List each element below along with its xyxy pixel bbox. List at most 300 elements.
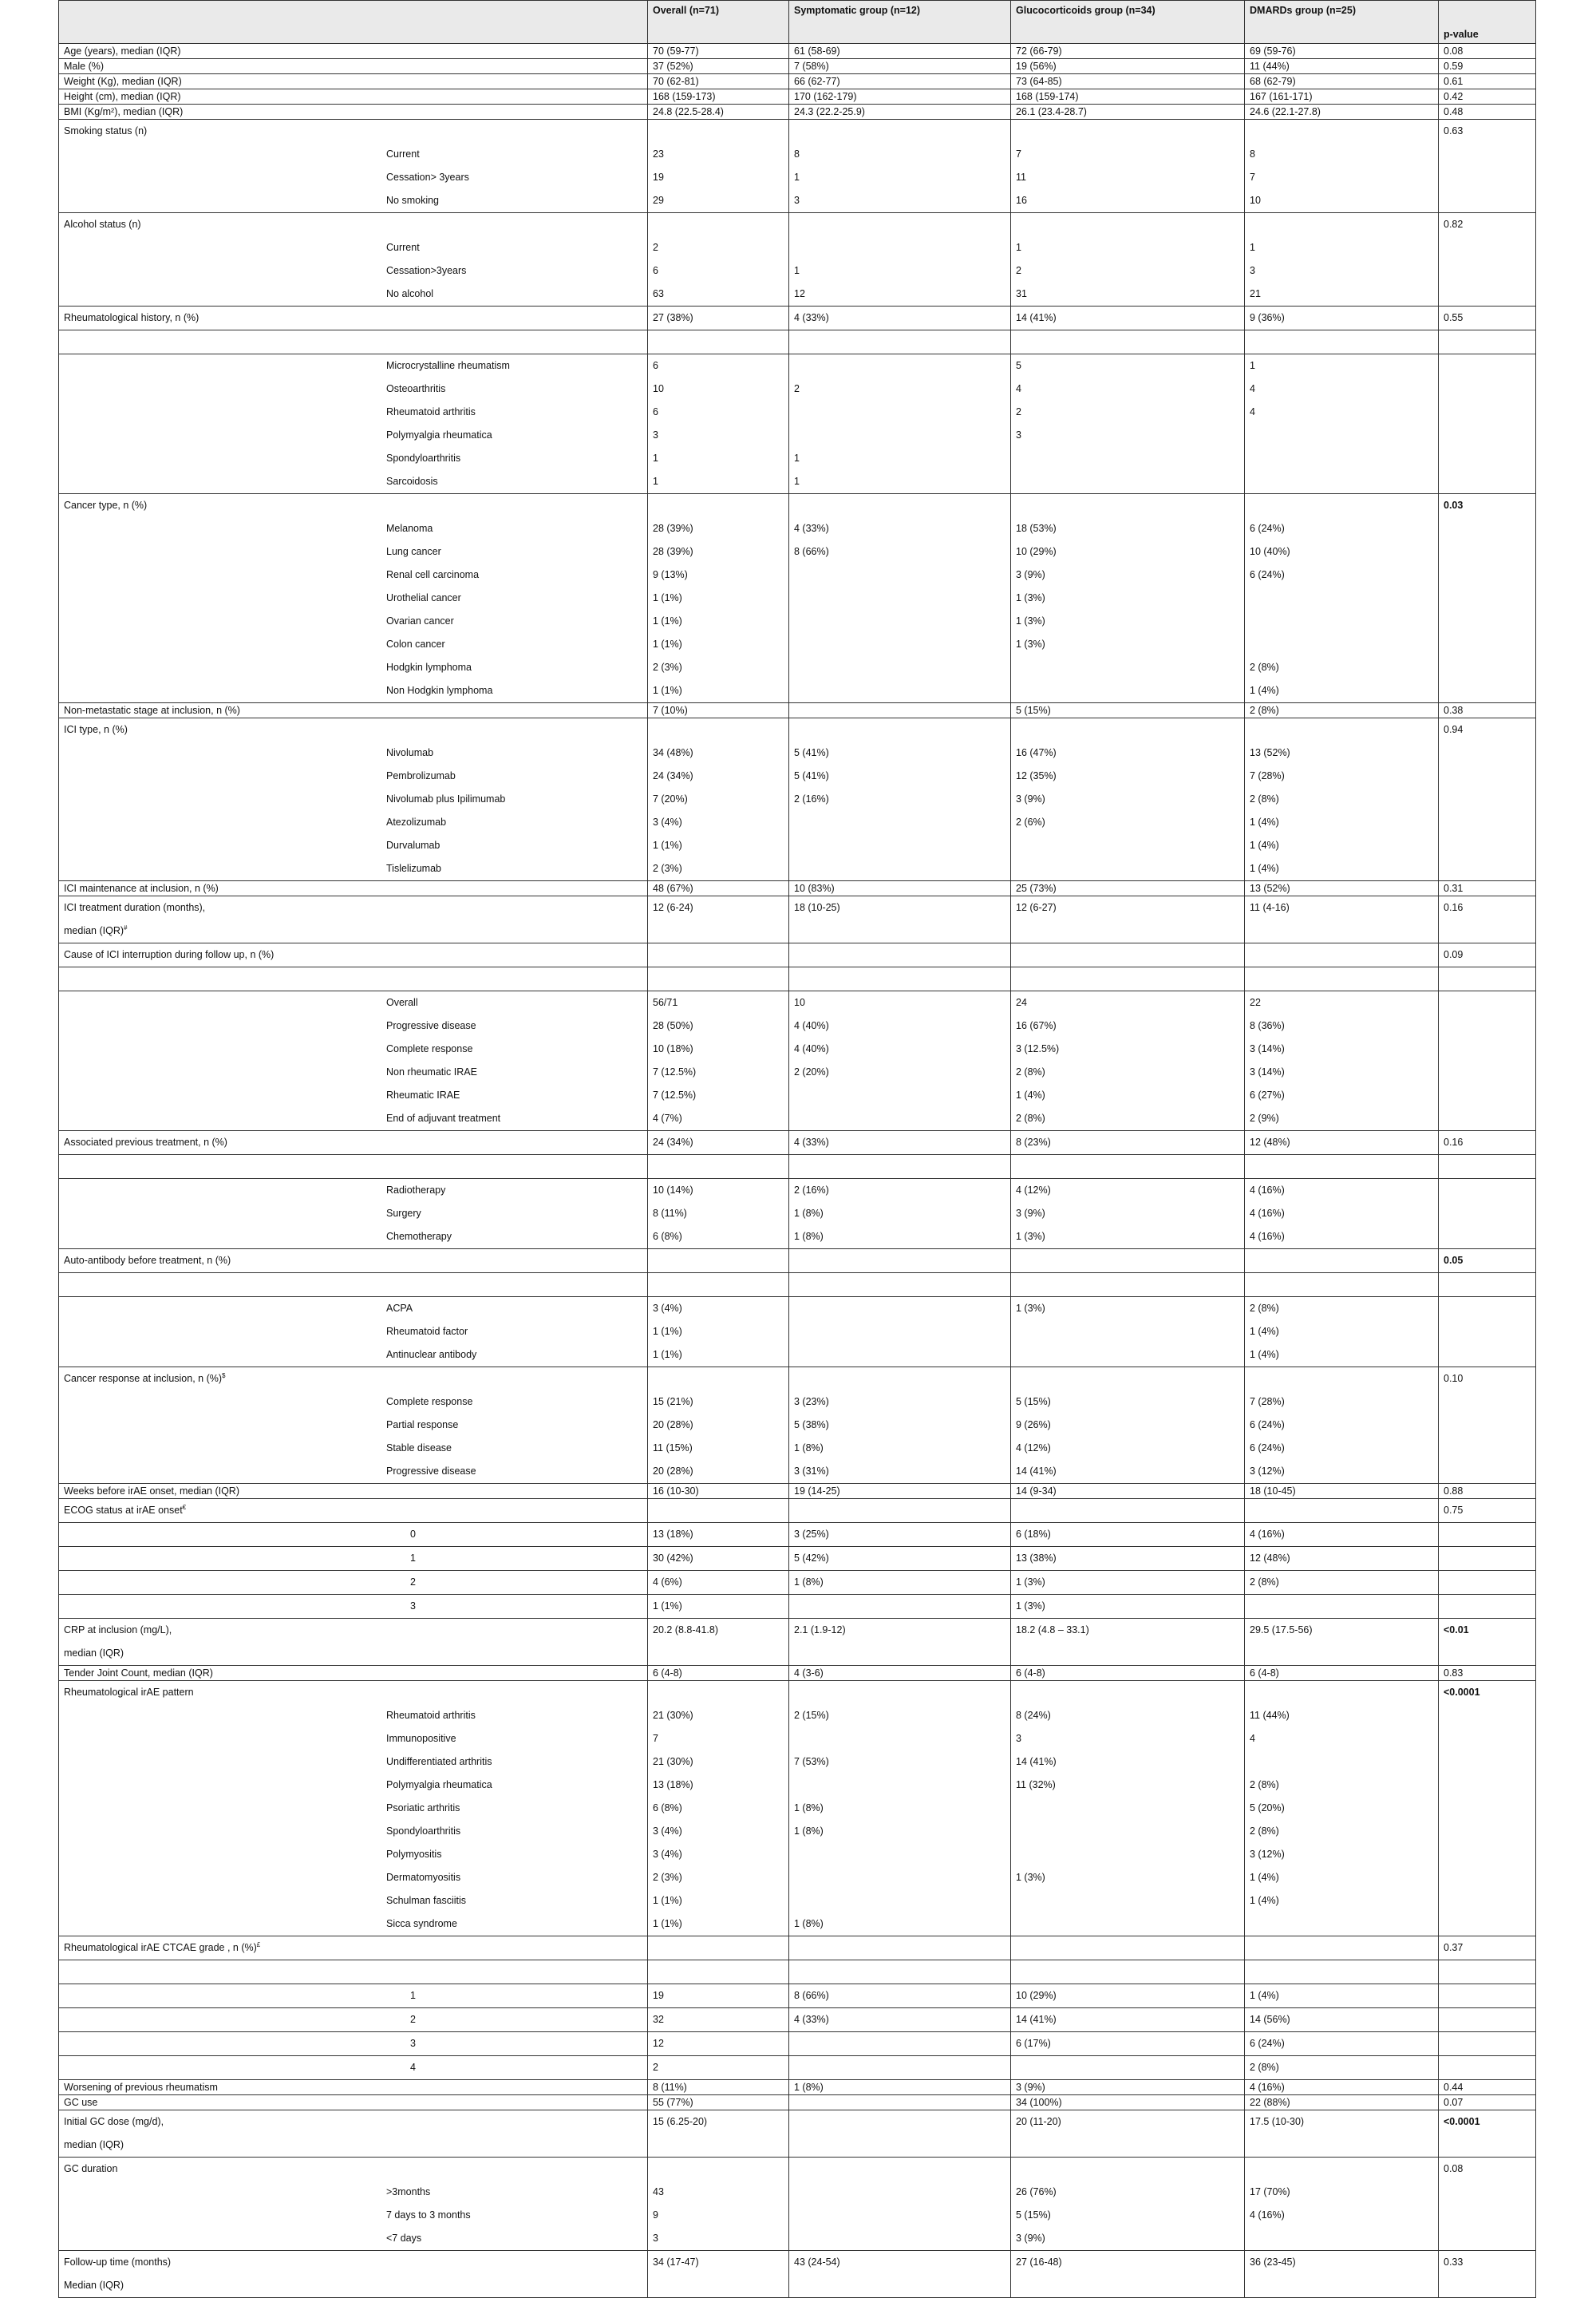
dmards-cell: 8 (36%) xyxy=(1245,1015,1439,1038)
dmards-cell xyxy=(1245,2227,1439,2251)
table-row xyxy=(59,703,1536,718)
pvalue-cell xyxy=(1439,1797,1536,1820)
dmards-cell: 10 xyxy=(1245,189,1439,213)
glucocorticoids-cell: 10 (29%) xyxy=(1011,1984,1245,2008)
overall-cell: 55 (77%) xyxy=(648,2095,789,2110)
row-label xyxy=(59,1155,648,1179)
symptomatic-cell xyxy=(789,967,1011,991)
dmards-cell: 1 (4%) xyxy=(1245,834,1439,857)
symptomatic-cell: 61 (58-69) xyxy=(789,44,1011,59)
pvalue-cell xyxy=(1439,1523,1536,1547)
overall-cell xyxy=(648,1367,789,1391)
glucocorticoids-cell xyxy=(1011,1960,1245,1984)
pvalue-cell xyxy=(1439,564,1536,587)
overall-cell: 63 xyxy=(648,283,789,307)
table-row xyxy=(59,1843,1536,1866)
row-label: Polymyositis xyxy=(59,1843,648,1866)
symptomatic-cell xyxy=(789,213,1011,237)
overall-cell: 28 (39%) xyxy=(648,540,789,564)
dmards-cell: 4 (16%) xyxy=(1245,2080,1439,2095)
overall-cell: 3 xyxy=(648,424,789,447)
dmards-cell: 2 (8%) xyxy=(1245,1820,1439,1843)
pvalue-cell xyxy=(1439,259,1536,283)
table-row xyxy=(59,742,1536,765)
table-row xyxy=(59,143,1536,166)
glucocorticoids-cell xyxy=(1011,857,1245,881)
pvalue-cell xyxy=(1439,2274,1536,2298)
row-label: Rheumatoid arthritis xyxy=(59,1704,648,1727)
row-label: No smoking xyxy=(59,189,648,213)
overall-cell: 28 (39%) xyxy=(648,517,789,540)
glucocorticoids-cell xyxy=(1011,1681,1245,1705)
table-row xyxy=(59,1642,1536,1666)
overall-cell: 1 (1%) xyxy=(648,834,789,857)
glucocorticoids-cell xyxy=(1011,1367,1245,1391)
table-row xyxy=(59,1619,1536,1643)
symptomatic-cell: 3 xyxy=(789,189,1011,213)
table-row xyxy=(59,283,1536,307)
dmards-cell xyxy=(1245,587,1439,610)
dmards-cell xyxy=(1245,1367,1439,1391)
row-label: 2 xyxy=(59,2008,648,2032)
symptomatic-cell xyxy=(789,401,1011,424)
glucocorticoids-cell: 4 (12%) xyxy=(1011,1437,1245,1460)
symptomatic-cell xyxy=(789,943,1011,967)
table-row xyxy=(59,920,1536,943)
glucocorticoids-cell xyxy=(1011,1273,1245,1297)
row-label: Ovarian cancer xyxy=(59,610,648,633)
dmards-cell: 1 (4%) xyxy=(1245,1984,1439,2008)
symptomatic-cell: 1 xyxy=(789,470,1011,494)
row-label: Radiotherapy xyxy=(59,1179,648,1203)
overall-cell: 21 (30%) xyxy=(648,1750,789,1774)
glucocorticoids-cell xyxy=(1011,967,1245,991)
row-label: Follow-up time (months) xyxy=(59,2251,648,2275)
symptomatic-cell xyxy=(789,1155,1011,1179)
glucocorticoids-cell xyxy=(1011,470,1245,494)
table-row xyxy=(59,1179,1536,1203)
table-row xyxy=(59,679,1536,703)
glucocorticoids-cell: 11 xyxy=(1011,166,1245,189)
symptomatic-cell: 4 (40%) xyxy=(789,1015,1011,1038)
overall-cell xyxy=(648,1499,789,1523)
symptomatic-cell: 2 xyxy=(789,378,1011,401)
pvalue-cell xyxy=(1439,2181,1536,2204)
pvalue-cell xyxy=(1439,1061,1536,1084)
pvalue-cell xyxy=(1439,788,1536,811)
dmards-cell: 7 (28%) xyxy=(1245,765,1439,788)
symptomatic-cell: 4 (40%) xyxy=(789,1038,1011,1061)
row-label xyxy=(59,1273,648,1297)
dmards-cell: 3 (14%) xyxy=(1245,1038,1439,1061)
pvalue-cell xyxy=(1439,742,1536,765)
pvalue-cell xyxy=(1439,1038,1536,1061)
pvalue-cell xyxy=(1439,2204,1536,2227)
dmards-cell: 21 xyxy=(1245,283,1439,307)
row-label: Surgery xyxy=(59,1202,648,1225)
dmards-cell: 2 (8%) xyxy=(1245,1297,1439,1321)
overall-cell: 10 xyxy=(648,378,789,401)
pvalue-cell xyxy=(1439,2032,1536,2056)
table-row xyxy=(59,1297,1536,1321)
dmards-cell: 4 xyxy=(1245,1727,1439,1750)
symptomatic-cell xyxy=(789,1343,1011,1367)
overall-cell: 2 xyxy=(648,236,789,259)
glucocorticoids-cell: 1 xyxy=(1011,236,1245,259)
overall-cell xyxy=(648,1960,789,1984)
overall-cell: 2 (3%) xyxy=(648,656,789,679)
dmards-cell: 6 (24%) xyxy=(1245,517,1439,540)
dmards-cell: 11 (4-16) xyxy=(1245,896,1439,920)
dmards-cell: 6 (24%) xyxy=(1245,1437,1439,1460)
glucocorticoids-cell: 5 (15%) xyxy=(1011,1390,1245,1414)
table-row xyxy=(59,166,1536,189)
dmards-cell: 22 (88%) xyxy=(1245,2095,1439,2110)
dmards-cell xyxy=(1245,1273,1439,1297)
row-label: Immunopositive xyxy=(59,1727,648,1750)
row-label: median (IQR)# xyxy=(59,920,648,943)
glucocorticoids-cell: 9 (26%) xyxy=(1011,1414,1245,1437)
symptomatic-cell: 1 xyxy=(789,447,1011,470)
symptomatic-cell: 5 (41%) xyxy=(789,742,1011,765)
row-label: Weight (Kg), median (IQR) xyxy=(59,74,648,89)
table-row xyxy=(59,2080,1536,2095)
row-label: Cancer response at inclusion, n (%)$ xyxy=(59,1367,648,1391)
symptomatic-cell xyxy=(789,718,1011,742)
glucocorticoids-cell xyxy=(1011,1797,1245,1820)
row-label xyxy=(59,1960,648,1984)
pvalue-cell xyxy=(1439,811,1536,834)
row-label: Non-metastatic stage at inclusion, n (%) xyxy=(59,703,648,718)
symptomatic-cell xyxy=(789,811,1011,834)
glucocorticoids-cell: 1 (3%) xyxy=(1011,1225,1245,1249)
table-row xyxy=(59,1797,1536,1820)
dmards-cell: 4 xyxy=(1245,401,1439,424)
row-label: Complete response xyxy=(59,1038,648,1061)
table-row xyxy=(59,1774,1536,1797)
symptomatic-cell xyxy=(789,656,1011,679)
row-label: Non Hodgkin lymphoma xyxy=(59,679,648,703)
symptomatic-cell xyxy=(789,1107,1011,1131)
row-label: Age (years), median (IQR) xyxy=(59,44,648,59)
dmards-cell xyxy=(1245,1499,1439,1523)
row-label xyxy=(59,967,648,991)
dmards-cell xyxy=(1245,424,1439,447)
row-label: median (IQR) xyxy=(59,2134,648,2158)
row-label: 1 xyxy=(59,1547,648,1571)
pvalue-cell xyxy=(1439,1774,1536,1797)
pvalue-cell xyxy=(1439,1866,1536,1889)
symptomatic-cell: 43 (24-54) xyxy=(789,2251,1011,2275)
glucocorticoids-cell: 7 xyxy=(1011,143,1245,166)
pvalue-cell xyxy=(1439,354,1536,378)
symptomatic-cell: 170 (162-179) xyxy=(789,89,1011,105)
pvalue-cell: <0.0001 xyxy=(1439,1681,1536,1705)
overall-cell xyxy=(648,1936,789,1960)
pvalue-cell: 0.08 xyxy=(1439,2158,1536,2181)
symptomatic-cell: 8 (66%) xyxy=(789,540,1011,564)
row-label: End of adjuvant treatment xyxy=(59,1107,648,1131)
glucocorticoids-cell: 6 (4-8) xyxy=(1011,1666,1245,1681)
overall-cell xyxy=(648,1681,789,1705)
pvalue-cell xyxy=(1439,610,1536,633)
row-label: Median (IQR) xyxy=(59,2274,648,2298)
table-row xyxy=(59,2110,1536,2134)
row-label: Dermatomyositis xyxy=(59,1866,648,1889)
table-row xyxy=(59,967,1536,991)
symptomatic-cell: 8 xyxy=(789,143,1011,166)
row-label: Spondyloarthritis xyxy=(59,447,648,470)
dmards-cell: 4 (16%) xyxy=(1245,1225,1439,1249)
table-row xyxy=(59,1820,1536,1843)
row-label: Undifferentiated arthritis xyxy=(59,1750,648,1774)
footnote-marker: $ xyxy=(222,1371,226,1379)
glucocorticoids-cell: 12 (35%) xyxy=(1011,765,1245,788)
pvalue-cell: 0.16 xyxy=(1439,896,1536,920)
table-row xyxy=(59,378,1536,401)
pvalue-cell xyxy=(1439,1297,1536,1321)
overall-cell: 1 (1%) xyxy=(648,1320,789,1343)
pvalue-cell xyxy=(1439,587,1536,610)
row-label: Sicca syndrome xyxy=(59,1912,648,1936)
dmards-cell xyxy=(1245,943,1439,967)
symptomatic-cell: 5 (41%) xyxy=(789,765,1011,788)
pvalue-cell xyxy=(1439,1704,1536,1727)
overall-cell: 34 (48%) xyxy=(648,742,789,765)
pvalue-cell: 0.07 xyxy=(1439,2095,1536,2110)
glucocorticoids-cell xyxy=(1011,1936,1245,1960)
row-label: Worsening of previous rheumatism xyxy=(59,2080,648,2095)
row-label: Associated previous treatment, n (%) xyxy=(59,1131,648,1155)
table-row xyxy=(59,424,1536,447)
pvalue-cell xyxy=(1439,540,1536,564)
row-label: Microcrystalline rheumatism xyxy=(59,354,648,378)
overall-cell: 1 (1%) xyxy=(648,1912,789,1936)
glucocorticoids-cell xyxy=(1011,679,1245,703)
overall-cell: 15 (21%) xyxy=(648,1390,789,1414)
dmards-cell xyxy=(1245,633,1439,656)
pvalue-cell xyxy=(1439,1390,1536,1414)
pvalue-cell xyxy=(1439,166,1536,189)
dmards-cell: 22 xyxy=(1245,991,1439,1015)
symptomatic-cell xyxy=(789,1774,1011,1797)
pvalue-cell xyxy=(1439,920,1536,943)
symptomatic-cell: 7 (58%) xyxy=(789,59,1011,74)
glucocorticoids-cell: 1 (3%) xyxy=(1011,1866,1245,1889)
glucocorticoids-cell: 16 xyxy=(1011,189,1245,213)
dmards-cell xyxy=(1245,1960,1439,1984)
dmards-cell: 1 (4%) xyxy=(1245,1866,1439,1889)
glucocorticoids-cell xyxy=(1011,1820,1245,1843)
symptomatic-cell xyxy=(789,2056,1011,2080)
overall-cell: 10 (14%) xyxy=(648,1179,789,1203)
overall-cell: 6 xyxy=(648,259,789,283)
row-label: Antinuclear antibody xyxy=(59,1343,648,1367)
symptomatic-cell: 4 (33%) xyxy=(789,517,1011,540)
symptomatic-cell xyxy=(789,1297,1011,1321)
pvalue-cell: 0.82 xyxy=(1439,213,1536,237)
glucocorticoids-cell: 1 (4%) xyxy=(1011,1084,1245,1107)
glucocorticoids-cell: 14 (41%) xyxy=(1011,307,1245,330)
overall-cell: 30 (42%) xyxy=(648,1547,789,1571)
symptomatic-cell xyxy=(789,1727,1011,1750)
pvalue-cell xyxy=(1439,1984,1536,2008)
row-label: Nivolumab xyxy=(59,742,648,765)
glucocorticoids-cell xyxy=(1011,330,1245,354)
symptomatic-cell xyxy=(789,587,1011,610)
glucocorticoids-cell: 6 (17%) xyxy=(1011,2032,1245,2056)
dmards-cell: 3 (14%) xyxy=(1245,1061,1439,1084)
row-label: Durvalumab xyxy=(59,834,648,857)
overall-cell: 19 xyxy=(648,166,789,189)
row-label: Sarcoidosis xyxy=(59,470,648,494)
table-row xyxy=(59,1061,1536,1084)
dmards-cell xyxy=(1245,610,1439,633)
pvalue-cell: 0.63 xyxy=(1439,120,1536,144)
glucocorticoids-cell: 3 (9%) xyxy=(1011,2080,1245,2095)
symptomatic-cell: 66 (62-77) xyxy=(789,74,1011,89)
overall-cell: 8 (11%) xyxy=(648,1202,789,1225)
dmards-cell: 1 xyxy=(1245,236,1439,259)
symptomatic-cell xyxy=(789,1249,1011,1273)
symptomatic-cell xyxy=(789,1889,1011,1912)
pvalue-cell: 0.03 xyxy=(1439,494,1536,518)
dmards-cell: 4 xyxy=(1245,378,1439,401)
pvalue-cell: 0.48 xyxy=(1439,105,1536,120)
row-label: Polymyalgia rheumatica xyxy=(59,424,648,447)
table-row xyxy=(59,943,1536,967)
glucocorticoids-cell xyxy=(1011,943,1245,967)
row-label: Auto-antibody before treatment, n (%) xyxy=(59,1249,648,1273)
glucocorticoids-cell: 14 (41%) xyxy=(1011,1460,1245,1484)
row-label: Stable disease xyxy=(59,1437,648,1460)
overall-cell: 48 (67%) xyxy=(648,881,789,896)
table-row xyxy=(59,1912,1536,1936)
symptomatic-cell xyxy=(789,857,1011,881)
row-label: ICI type, n (%) xyxy=(59,718,648,742)
overall-cell: 20.2 (8.8-41.8) xyxy=(648,1619,789,1643)
pvalue-cell xyxy=(1439,1414,1536,1437)
dmards-cell: 2 (9%) xyxy=(1245,1107,1439,1131)
symptomatic-cell: 19 (14-25) xyxy=(789,1484,1011,1499)
dmards-cell xyxy=(1245,2274,1439,2298)
table-row xyxy=(59,1249,1536,1273)
glucocorticoids-cell: 1 (3%) xyxy=(1011,1595,1245,1619)
header-glucocorticoids: Glucocorticoids group (n=34) xyxy=(1011,1,1245,44)
glucocorticoids-cell xyxy=(1011,213,1245,237)
glucocorticoids-cell xyxy=(1011,1499,1245,1523)
table-row xyxy=(59,857,1536,881)
overall-cell xyxy=(648,120,789,144)
dmards-cell: 9 (36%) xyxy=(1245,307,1439,330)
overall-cell: 7 (20%) xyxy=(648,788,789,811)
glucocorticoids-cell: 10 (29%) xyxy=(1011,540,1245,564)
dmards-cell: 1 (4%) xyxy=(1245,1320,1439,1343)
symptomatic-cell xyxy=(789,2032,1011,2056)
dmards-cell: 6 (24%) xyxy=(1245,564,1439,587)
table-row xyxy=(59,2032,1536,2056)
symptomatic-cell: 2.1 (1.9-12) xyxy=(789,1619,1011,1643)
overall-cell: 3 (4%) xyxy=(648,811,789,834)
table-row xyxy=(59,1750,1536,1774)
symptomatic-cell xyxy=(789,2227,1011,2251)
table-row xyxy=(59,1571,1536,1595)
glucocorticoids-cell xyxy=(1011,718,1245,742)
pvalue-cell xyxy=(1439,236,1536,259)
table-row xyxy=(59,2274,1536,2298)
row-label: Pembrolizumab xyxy=(59,765,648,788)
row-label: median (IQR) xyxy=(59,1642,648,1666)
row-label: Psoriatic arthritis xyxy=(59,1797,648,1820)
pvalue-cell xyxy=(1439,1015,1536,1038)
symptomatic-cell: 24.3 (22.2-25.9) xyxy=(789,105,1011,120)
glucocorticoids-cell xyxy=(1011,120,1245,144)
glucocorticoids-cell: 73 (64-85) xyxy=(1011,74,1245,89)
row-label: Rheumatoid factor xyxy=(59,1320,648,1343)
pvalue-cell xyxy=(1439,1107,1536,1131)
table-row xyxy=(59,1320,1536,1343)
dmards-cell: 4 (16%) xyxy=(1245,2204,1439,2227)
dmards-cell xyxy=(1245,120,1439,144)
dmards-cell: 6 (24%) xyxy=(1245,2032,1439,2056)
glucocorticoids-cell: 1 (3%) xyxy=(1011,1571,1245,1595)
pvalue-cell xyxy=(1439,1750,1536,1774)
table-row xyxy=(59,2134,1536,2158)
pvalue-cell xyxy=(1439,1320,1536,1343)
table-row xyxy=(59,1523,1536,1547)
overall-cell: 7 (12.5%) xyxy=(648,1061,789,1084)
glucocorticoids-cell: 20 (11-20) xyxy=(1011,2110,1245,2134)
row-label: Renal cell carcinoma xyxy=(59,564,648,587)
dmards-cell: 7 (28%) xyxy=(1245,1390,1439,1414)
dmards-cell: 1 (4%) xyxy=(1245,811,1439,834)
symptomatic-cell: 4 (33%) xyxy=(789,307,1011,330)
table-row xyxy=(59,2056,1536,2080)
glucocorticoids-cell xyxy=(1011,1249,1245,1273)
header-symptomatic: Symptomatic group (n=12) xyxy=(789,1,1011,44)
glucocorticoids-cell: 27 (16-48) xyxy=(1011,2251,1245,2275)
pvalue-cell xyxy=(1439,1437,1536,1460)
table-row xyxy=(59,1273,1536,1297)
table-row xyxy=(59,2181,1536,2204)
dmards-cell: 69 (59-76) xyxy=(1245,44,1439,59)
overall-cell: 6 (4-8) xyxy=(648,1666,789,1681)
glucocorticoids-cell: 19 (56%) xyxy=(1011,59,1245,74)
dmards-cell xyxy=(1245,2134,1439,2158)
glucocorticoids-cell xyxy=(1011,2134,1245,2158)
symptomatic-cell xyxy=(789,1936,1011,1960)
table-row xyxy=(59,447,1536,470)
row-label: Partial response xyxy=(59,1414,648,1437)
table-row xyxy=(59,1666,1536,1681)
overall-cell xyxy=(648,943,789,967)
table-row xyxy=(59,1960,1536,1984)
pvalue-cell: 0.42 xyxy=(1439,89,1536,105)
glucocorticoids-cell: 31 xyxy=(1011,283,1245,307)
row-label: Current xyxy=(59,236,648,259)
glucocorticoids-cell: 2 (8%) xyxy=(1011,1107,1245,1131)
dmards-cell: 12 (48%) xyxy=(1245,1131,1439,1155)
symptomatic-cell: 4 (3-6) xyxy=(789,1666,1011,1681)
overall-cell: 56/71 xyxy=(648,991,789,1015)
glucocorticoids-cell: 2 (8%) xyxy=(1011,1061,1245,1084)
overall-cell: 7 xyxy=(648,1727,789,1750)
pvalue-cell xyxy=(1439,1547,1536,1571)
table-row xyxy=(59,2095,1536,2110)
row-label: 1 xyxy=(59,1984,648,2008)
overall-cell: 6 xyxy=(648,354,789,378)
overall-cell: 1 xyxy=(648,447,789,470)
